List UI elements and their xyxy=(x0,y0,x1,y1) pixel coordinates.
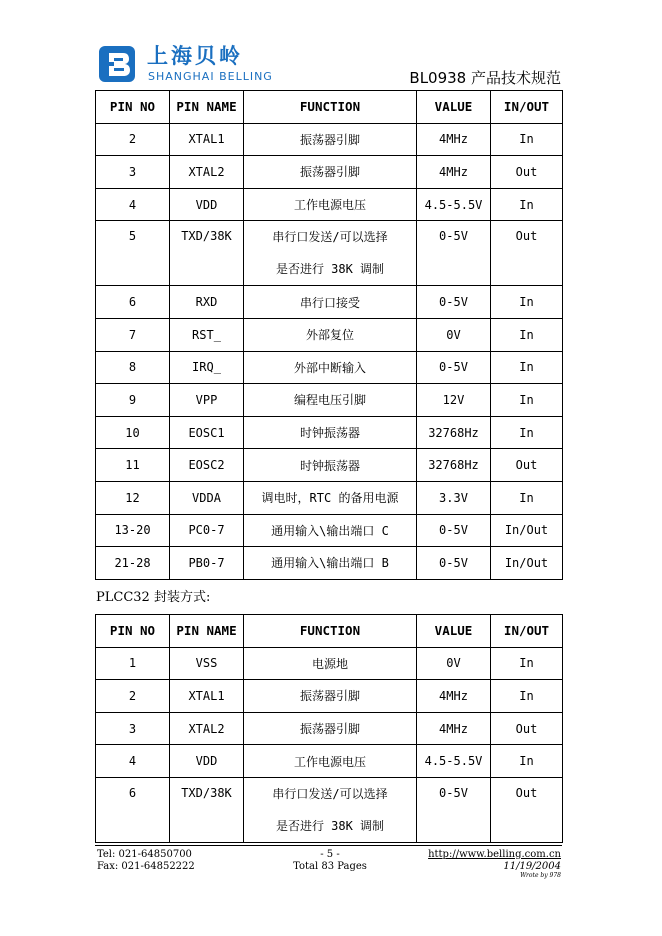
in-out-cell: In xyxy=(491,286,563,319)
in-out-cell: In xyxy=(491,384,563,417)
value-cell: 4.5-5.5V xyxy=(417,745,491,778)
table-row xyxy=(96,712,563,745)
value-cell: 0-5V xyxy=(417,777,491,842)
in-out-cell: In xyxy=(491,481,563,514)
pin-name-cell: TXD/38K xyxy=(170,777,244,842)
pin-table-1 xyxy=(95,90,563,580)
function-line: 通用输入\输出端口 B xyxy=(271,556,389,571)
column-header: PIN NAME xyxy=(170,615,244,648)
table-row xyxy=(96,318,563,351)
pin-name-cell: VPP xyxy=(170,384,244,417)
pin-name-cell: IRQ_ xyxy=(170,351,244,384)
table-row xyxy=(96,351,563,384)
table-row xyxy=(96,647,563,680)
pin-no-cell: 4 xyxy=(96,745,170,778)
document-title: BL0938 产品技术规范 xyxy=(409,69,561,87)
pin-name-cell: VSS xyxy=(170,647,244,680)
in-out-cell: Out xyxy=(491,449,563,482)
function-cell xyxy=(244,647,417,680)
function-line: 是否进行 38K 调制 xyxy=(275,262,385,277)
function-line: 时钟振荡器 xyxy=(299,458,360,473)
function-cell xyxy=(244,221,417,286)
value-cell: 4MHz xyxy=(417,712,491,745)
in-out-cell: Out xyxy=(491,712,563,745)
pin-name-cell: PC0-7 xyxy=(170,514,244,547)
pin-no-cell: 7 xyxy=(96,318,170,351)
column-header: FUNCTION xyxy=(244,91,417,124)
footer-fax: Fax: 021-64852222 xyxy=(97,861,195,872)
in-out-cell: Out xyxy=(491,777,563,842)
pin-name-cell: EOSC2 xyxy=(170,449,244,482)
function-cell xyxy=(244,416,417,449)
pin-name-cell: XTAL1 xyxy=(170,680,244,713)
pin-name-cell: PB0-7 xyxy=(170,547,244,580)
value-cell: 0-5V xyxy=(417,547,491,580)
function-line: 工作电源电压 xyxy=(293,198,366,213)
value-cell: 0V xyxy=(417,647,491,680)
function-cell xyxy=(244,449,417,482)
table-row xyxy=(96,416,563,449)
function-line: 振荡器引脚 xyxy=(299,165,360,180)
function-line: 振荡器引脚 xyxy=(299,722,360,737)
column-header: PIN NO xyxy=(96,91,170,124)
function-cell xyxy=(244,188,417,221)
value-cell: 0-5V xyxy=(417,286,491,319)
pin-no-cell: 10 xyxy=(96,416,170,449)
function-cell xyxy=(244,777,417,842)
value-cell: 4MHz xyxy=(417,680,491,713)
function-line: 时钟振荡器 xyxy=(299,426,360,441)
pin-no-cell: 11 xyxy=(96,449,170,482)
table-row xyxy=(96,156,563,189)
column-header: PIN NO xyxy=(96,615,170,648)
pin-name-cell: RXD xyxy=(170,286,244,319)
pin-no-cell: 3 xyxy=(96,712,170,745)
pin-no-cell: 9 xyxy=(96,384,170,417)
section-label: PLCC32 封装方式: xyxy=(96,590,211,605)
table-row xyxy=(96,221,563,286)
function-cell xyxy=(244,156,417,189)
column-header: VALUE xyxy=(417,615,491,648)
pin-name-cell: RST_ xyxy=(170,318,244,351)
in-out-cell: In xyxy=(491,647,563,680)
function-line: 振荡器引脚 xyxy=(299,132,360,147)
website-link[interactable]: http://www.belling.com.cn xyxy=(428,849,561,860)
function-cell xyxy=(244,514,417,547)
function-line: 调电时，RTC 的备用电源 xyxy=(261,491,399,506)
function-line: 振荡器引脚 xyxy=(299,689,360,704)
table-row xyxy=(96,123,563,156)
function-line: 是否进行 38K 调制 xyxy=(275,818,385,833)
pin-no-cell: 5 xyxy=(96,221,170,286)
logo-chinese-text: 上海贝岭 xyxy=(147,44,243,68)
value-cell: 0-5V xyxy=(417,514,491,547)
value-cell: 3.3V xyxy=(417,481,491,514)
in-out-cell: In xyxy=(491,318,563,351)
function-line: 电源地 xyxy=(311,656,348,671)
table-body xyxy=(96,123,563,579)
pin-name-cell: VDD xyxy=(170,745,244,778)
function-cell xyxy=(244,318,417,351)
pin-no-cell: 8 xyxy=(96,351,170,384)
column-header: PIN NAME xyxy=(170,91,244,124)
pin-name-cell: XTAL2 xyxy=(170,712,244,745)
function-line: 外部中断输入 xyxy=(293,360,366,375)
table-row xyxy=(96,384,563,417)
value-cell: 0-5V xyxy=(417,221,491,286)
table-row xyxy=(96,481,563,514)
function-cell xyxy=(244,547,417,580)
value-cell: 32768Hz xyxy=(417,416,491,449)
in-out-cell: Out xyxy=(491,221,563,286)
in-out-cell: Out xyxy=(491,156,563,189)
function-line: 外部复位 xyxy=(305,328,354,343)
pin-no-cell: 2 xyxy=(96,680,170,713)
table-row xyxy=(96,449,563,482)
value-cell: 32768Hz xyxy=(417,449,491,482)
page-number: - 5 - xyxy=(320,849,340,860)
pin-no-cell: 12 xyxy=(96,481,170,514)
table-row xyxy=(96,680,563,713)
company-logo xyxy=(97,44,297,86)
pin-no-cell: 6 xyxy=(96,777,170,842)
in-out-cell: In xyxy=(491,745,563,778)
pin-no-cell: 6 xyxy=(96,286,170,319)
column-header: FUNCTION xyxy=(244,615,417,648)
function-line: 工作电源电压 xyxy=(293,754,366,769)
value-cell: 4MHz xyxy=(417,156,491,189)
in-out-cell: In xyxy=(491,123,563,156)
pin-name-cell: XTAL2 xyxy=(170,156,244,189)
footer-author: Wrote by 978 xyxy=(520,872,561,879)
in-out-cell: In/Out xyxy=(491,514,563,547)
in-out-cell: In xyxy=(491,188,563,221)
value-cell: 4.5-5.5V xyxy=(417,188,491,221)
table-row xyxy=(96,188,563,221)
value-cell: 4MHz xyxy=(417,123,491,156)
function-cell xyxy=(244,680,417,713)
table-row xyxy=(96,547,563,580)
belling-logo-icon xyxy=(97,44,137,84)
column-header: IN/OUT xyxy=(491,91,563,124)
footer-tel: Tel: 021-64850700 xyxy=(97,849,192,860)
pin-no-cell: 1 xyxy=(96,647,170,680)
function-line: 编程电压引脚 xyxy=(293,393,366,408)
table-header-row xyxy=(96,615,563,648)
function-cell xyxy=(244,745,417,778)
table-row xyxy=(96,286,563,319)
function-line: 通用输入\输出端口 C xyxy=(271,523,389,538)
pin-name-cell: TXD/38K xyxy=(170,221,244,286)
pin-no-cell: 13-20 xyxy=(96,514,170,547)
table-row xyxy=(96,777,563,842)
function-line: 串行口发送/可以选择 xyxy=(272,786,388,801)
function-line: 串行口发送/可以选择 xyxy=(272,230,388,245)
total-pages: Total 83 Pages xyxy=(293,861,367,872)
pin-no-cell: 2 xyxy=(96,123,170,156)
footer-date: 11/19/2004 xyxy=(503,861,561,872)
pin-table-2 xyxy=(95,614,563,843)
function-cell xyxy=(244,384,417,417)
function-cell xyxy=(244,481,417,514)
pin-no-cell: 4 xyxy=(96,188,170,221)
function-cell xyxy=(244,286,417,319)
pin-name-cell: VDD xyxy=(170,188,244,221)
column-header: VALUE xyxy=(417,91,491,124)
pin-name-cell: XTAL1 xyxy=(170,123,244,156)
in-out-cell: In xyxy=(491,680,563,713)
function-cell xyxy=(244,123,417,156)
table-header-row xyxy=(96,91,563,124)
in-out-cell: In/Out xyxy=(491,547,563,580)
pin-no-cell: 21-28 xyxy=(96,547,170,580)
table-row xyxy=(96,745,563,778)
pin-no-cell: 3 xyxy=(96,156,170,189)
table-row xyxy=(96,514,563,547)
footer-divider xyxy=(95,845,562,846)
value-cell: 0-5V xyxy=(417,351,491,384)
in-out-cell: In xyxy=(491,351,563,384)
pin-name-cell: VDDA xyxy=(170,481,244,514)
column-header: IN/OUT xyxy=(491,615,563,648)
in-out-cell: In xyxy=(491,416,563,449)
value-cell: 0V xyxy=(417,318,491,351)
logo-english-text: SHANGHAI BELLING xyxy=(148,70,273,83)
function-cell xyxy=(244,712,417,745)
value-cell: 12V xyxy=(417,384,491,417)
function-line: 串行口接受 xyxy=(299,295,360,310)
function-cell xyxy=(244,351,417,384)
table-body xyxy=(96,647,563,842)
pin-name-cell: EOSC1 xyxy=(170,416,244,449)
